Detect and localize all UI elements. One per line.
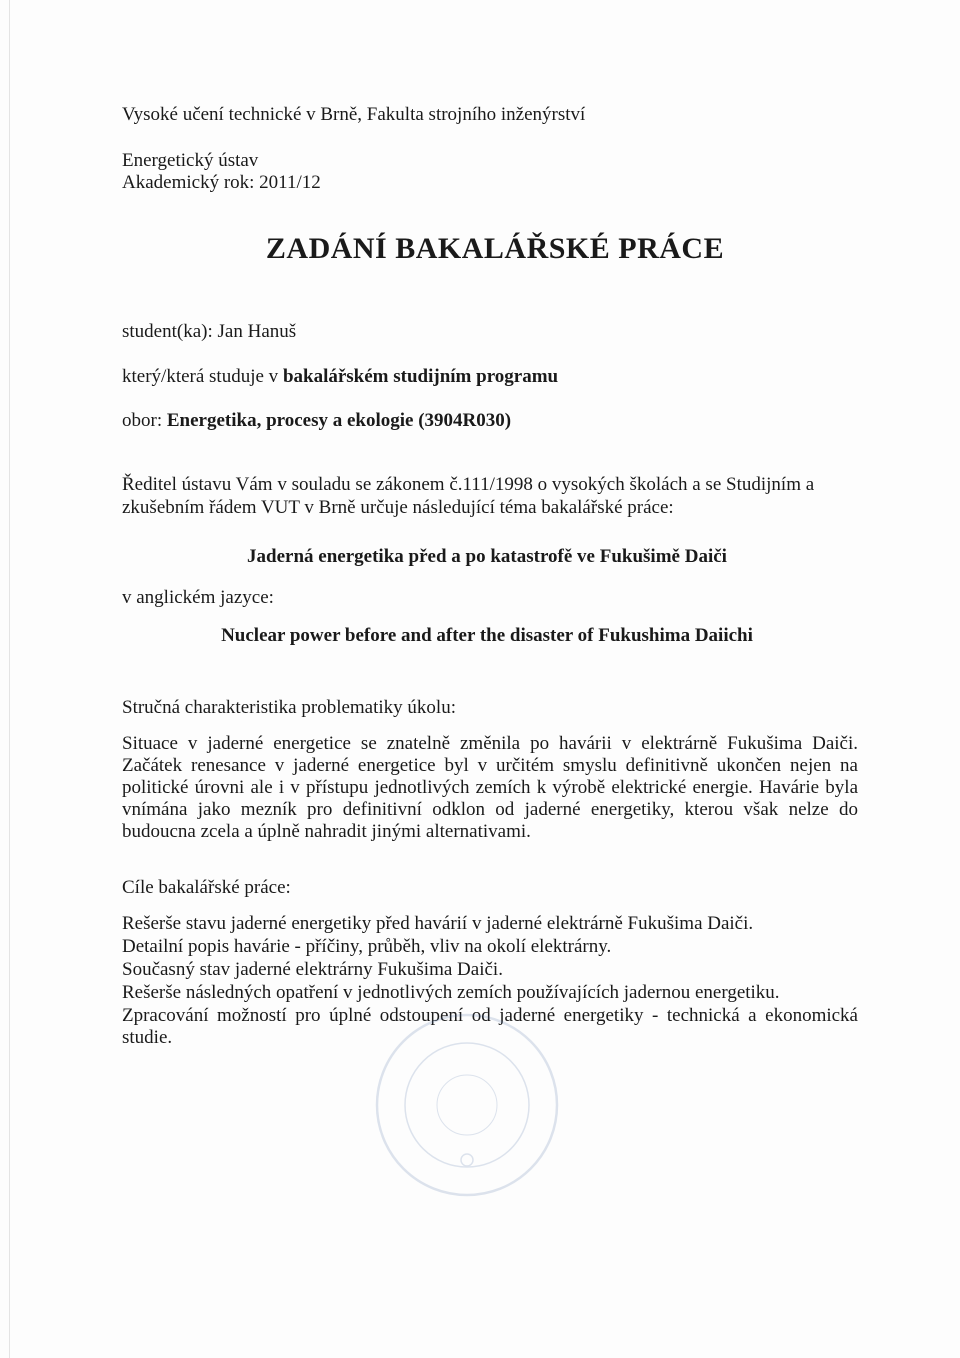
department-line: Energetický ústav: [122, 150, 259, 171]
goal-item-1: Rešerše stavu jaderné energetiky před havárií v jaderné elektrárně Fukušima Daiči.: [122, 913, 754, 934]
goal-item-2: Detailní popis havárie - příčiny, průběh, vliv na okolí elektrárny.: [122, 936, 612, 957]
program-line: [122, 366, 558, 388]
page-edge-line: [9, 0, 10, 1358]
field-value: Energetika, procesy a ekologie (3904R030): [166, 410, 512, 431]
institution-line: Vysoké učení technické v Brně, Fakulta strojního inženýrství: [122, 104, 586, 125]
field-label: obor:: [122, 410, 167, 431]
student-line: [122, 321, 296, 343]
goals-heading: Cíle bakalářské práce:: [122, 877, 291, 898]
program-value: bakalářském studijním programu: [282, 366, 559, 387]
goal-item-5: Zpracování možností pro úplné odstoupení od jaderné energetiky - technická a ekonomická studie.: [122, 1005, 858, 1048]
student-name: Jan Hanuš: [217, 321, 297, 342]
document-title: ZADÁNÍ BAKALÁŘSKÉ PRÁCE: [265, 232, 725, 265]
academic-year-line: Akademický rok: 2011/12: [122, 172, 321, 193]
english-label: v anglickém jazyce:: [122, 587, 274, 608]
goal-item-4: Rešerše následných opatření v jednotlivých zemích používajících jadernou energetiku.: [122, 982, 780, 1003]
field-line: [122, 410, 511, 432]
goal-item-3: Současný stav jaderné elektrárny Fukušima Daiči.: [122, 959, 503, 980]
characteristics-text: Situace v jaderné energetice se znatelně změnila po havárii v elektrárně Fukušima Daiči. Začátek renesance v jaderné energetice byl v určitém smyslu definitivně ukončen nejen na politické úrovni ale i v přístupu jednotlivých zemích k výrobě elektrické energie. Havárie byla vnímána jako mezník pro definitivní odklon od jaderné energetiky, kterou však nelze do budoucna zcela a úplně nahradit jinými alternativami.: [122, 733, 858, 842]
intro-line-1: Ředitel ústavu Vám v souladu se zákonem č.111/1998 o vysokých školách a se Studijním a: [122, 474, 815, 495]
topic-english: Nuclear power before and after the disaster of Fukushima Daiichi: [221, 625, 753, 646]
characteristics-heading: Stručná charakteristika problematiky úkolu:: [122, 697, 456, 718]
intro-line-2: zkušebním řádem VUT v Brně určuje následující téma bakalářské práce:: [122, 497, 674, 518]
official-stamp-seal: [372, 1010, 562, 1200]
topic-czech: Jaderná energetika před a po katastrofě ve Fukušimě Daiči: [247, 546, 727, 567]
program-label: který/která studuje v: [122, 366, 283, 387]
student-label: student(ka):: [122, 321, 218, 342]
